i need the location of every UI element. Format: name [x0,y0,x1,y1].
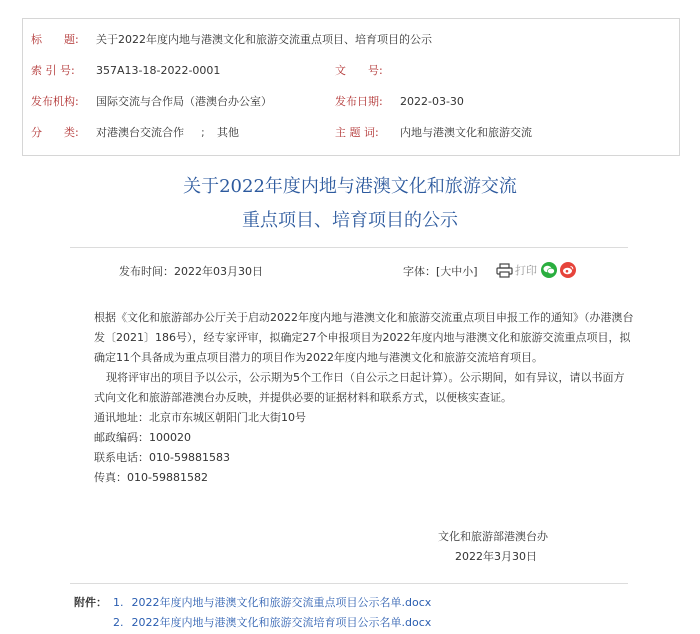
meta-issuer-value: 国际交流与合作局（港澳台办公室） [96,95,272,108]
contact-fax: 传真：010-59881582 [94,471,208,484]
font-size-large-link[interactable]: 大 [440,265,452,278]
attachment-filename: 2022年度内地与港澳文化和旅游交流培育项目公示名单.docx [131,616,432,629]
attachment-filename: 2022年度内地与港澳文化和旅游交流重点项目公示名单.docx [131,596,432,609]
meta-docno-label: 文 号: [335,64,383,77]
body-paragraph-2: 现将评审出的项目予以公示，公示期为5个工作日（自公示之日起计算）。公示期间，如有异议，请以书面方式向文化和旅游部港澳台办反映，并提供必要的证据材料和联系方式，以便核实查证。 [94,371,625,404]
contact-address: 通讯地址：北京市东城区朝阳门北大街10号 [94,411,306,424]
font-size-prefix: 字体： [403,265,436,278]
meta-pubdate-value: 2022-03-30 [400,95,464,108]
meta-index-value: 357A13-18-2022-0001 [96,64,221,77]
font-size-medium-link[interactable]: 中 [451,265,463,278]
meta-row-index [23,61,679,81]
meta-row-issuer [23,92,679,112]
print-icon[interactable] [496,263,513,278]
meta-title-value: 关于2022年度内地与港澳文化和旅游交流重点项目、培育项目的公示 [96,33,432,46]
article-tools [496,260,579,280]
signature-date: 2022年3月30日 [455,550,537,563]
article-title-line-2: 重点项目、培育项目的公示 [242,210,458,231]
font-size-small-link[interactable]: 小 [462,265,474,278]
attachment-link[interactable] [113,614,431,630]
contact-postcode: 邮政编码：100020 [94,431,191,444]
attachment-link[interactable] [113,594,431,610]
meta-issuer-label: 发布机构: [31,95,79,108]
divider [70,247,628,248]
body-paragraph-1: 根据《文化和旅游部办公厅关于启动2022年度内地与港澳文化和旅游交流重点项目申报工作的通知》（办港澳台发〔2021〕186号），经专家评审，拟确定27个申报项目为2022年度内地与港澳文化和旅游交流重点项目，拟确定11个具备成为重点项目潜力的项目作为2022年度内地与港澳文化和旅游交流培育项目。 [94,311,634,364]
meta-category-value-1: 对港澳台交流合作 [96,126,184,139]
attachment-number: 2. [113,616,124,629]
meta-topic-value: 内地与港澳文化和旅游交流 [400,126,532,139]
attachment-number: 1. [113,596,124,609]
font-size-selector [403,263,478,279]
meta-row-title [23,30,679,50]
divider [70,583,628,584]
meta-category-value-2: 其他 [217,126,239,139]
meta-category-separator: ; [201,126,205,139]
print-link[interactable]: 打印 [515,264,537,277]
meta-index-label: 索 引 号: [31,64,75,77]
meta-pubdate-label: 发布日期: [335,95,383,108]
meta-category-label: 分 类: [31,126,79,139]
meta-title-label: 标 题: [31,33,79,46]
document-metadata-table [22,18,680,156]
contact-phone: 联系电话：010-59881583 [94,451,230,464]
signature-organization: 文化和旅游部港澳台办 [438,530,548,543]
meta-topic-label: 主 题 词: [335,126,379,139]
font-bracket-close: ] [473,265,478,278]
attachments-label: 附件： [74,596,107,609]
font-bracket-open: [ [436,265,441,278]
wechat-icon[interactable] [541,262,557,278]
article-title-line-1: 关于2022年度内地与港澳文化和旅游交流 [183,176,517,197]
meta-row-category [23,123,679,143]
weibo-icon[interactable] [560,262,576,278]
publish-time: 发布时间：2022年03月30日 [119,265,263,278]
